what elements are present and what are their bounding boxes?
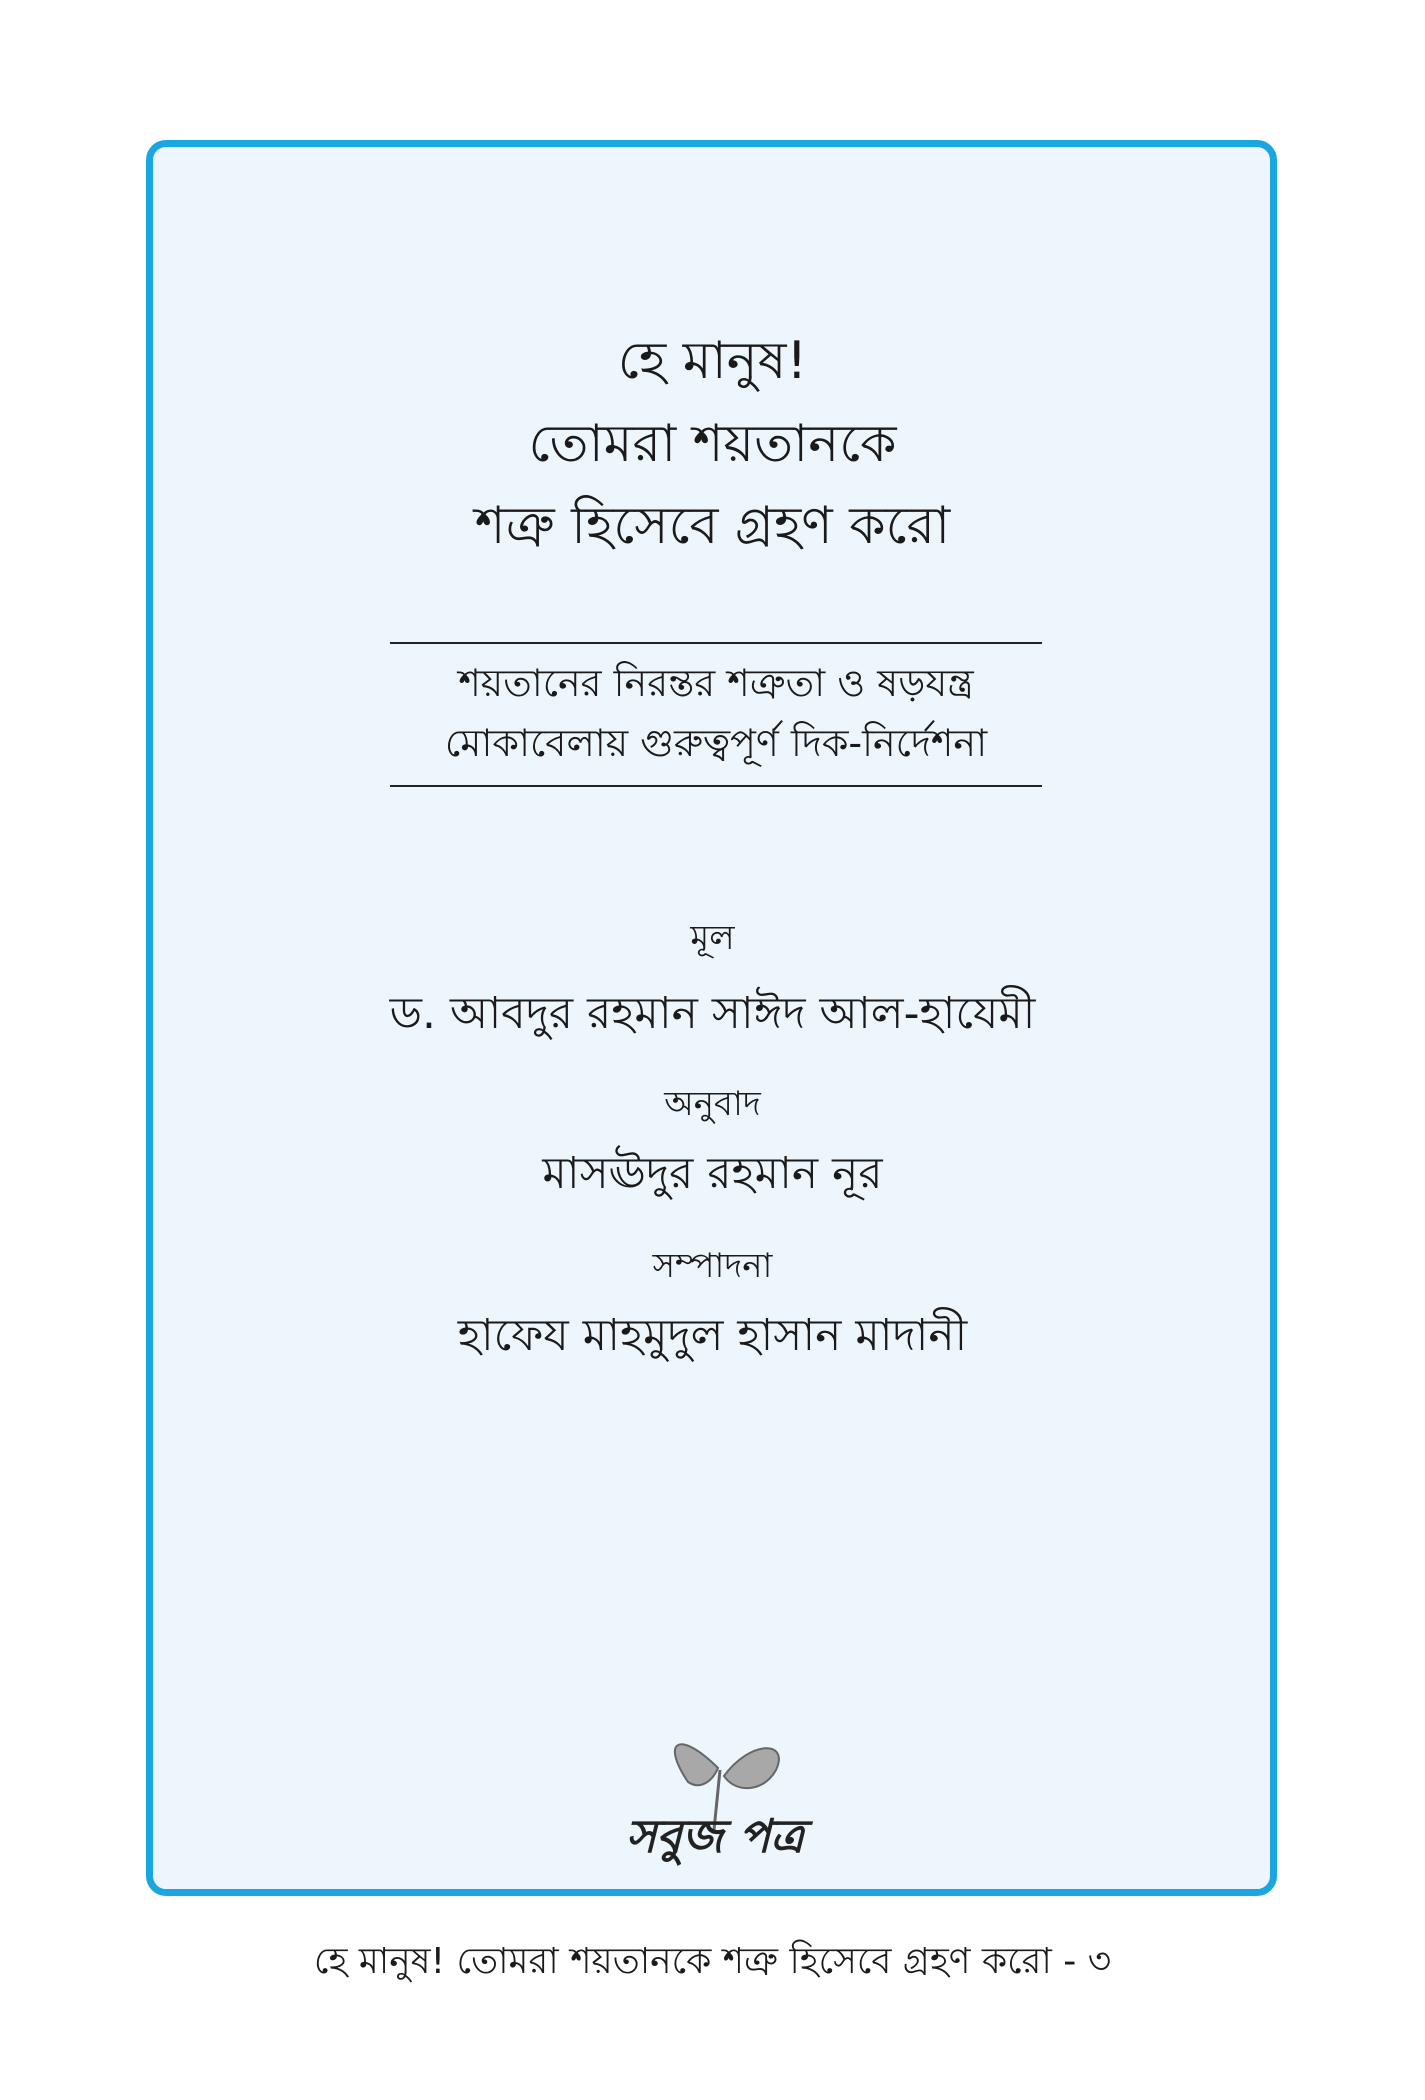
subtitle-line-1: শয়তানের নিরন্তর শত্রুতা ও ষড়যন্ত্র — [458, 661, 974, 705]
publisher-logo — [600, 1710, 830, 1870]
editing-label: সম্পাদনা — [652, 1246, 773, 1286]
title-line-3: শত্রু হিসেবে গ্রহণ করো — [474, 496, 951, 556]
subtitle-block — [390, 642, 1042, 787]
title-line-1: হে মানুষ! — [617, 331, 808, 391]
title-line-2: তোমরা শয়তানকে — [528, 414, 897, 474]
author-name: ড. আবদুর রহমান সাঈদ আল-হাযেমী — [389, 988, 1036, 1039]
subtitle-line-2: মোকাবেলায় গুরুত্বপূর্ণ দিক-নির্দেশনা — [444, 721, 988, 765]
translator-name: মাসঊদুর রহমান নূর — [542, 1148, 883, 1199]
publisher-logo-text: সবুজ পত্র — [625, 1809, 805, 1863]
running-footer: হে মানুষ! তোমরা শয়তানকে শত্রু হিসেবে গ্রহণ করো - ৩ — [313, 1941, 1112, 1982]
original-label: মূল — [690, 918, 735, 958]
translation-label: অনুবাদ — [664, 1084, 761, 1124]
editor-name: হাফেয মাহমুদুল হাসান মাদানী — [457, 1310, 968, 1361]
